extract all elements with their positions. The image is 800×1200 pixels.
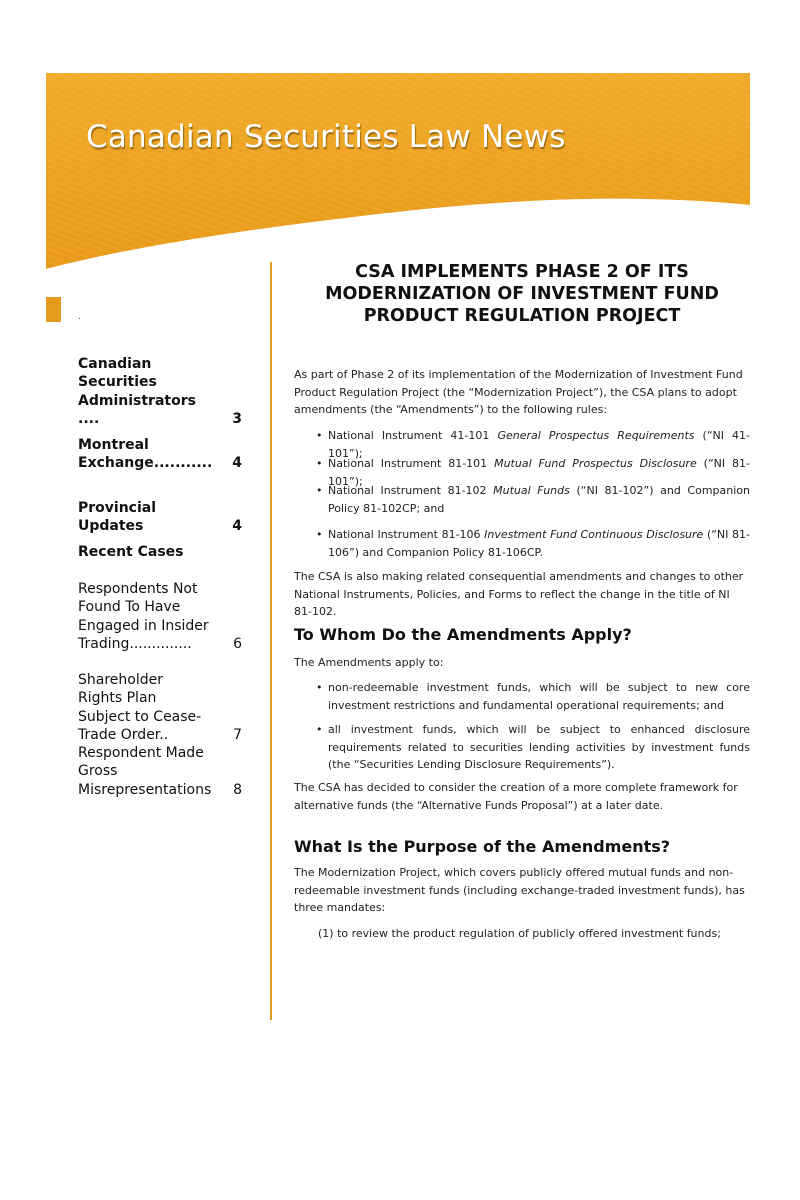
rule-title: Investment Fund Continuous Disclosure: [484, 528, 704, 541]
toc-page: 6: [233, 636, 242, 653]
toc-section-recent-cases: Recent Cases: [78, 544, 184, 560]
sidebar-dot: .: [78, 312, 81, 322]
banner-background: [46, 73, 750, 273]
item-text: non-redeemable investment funds, which will be subject to new core investment restrictions and fundamental operational requirements; and: [328, 681, 750, 712]
toc-title: Provincial Updates: [78, 500, 157, 535]
sidebar-accent-block: [46, 297, 61, 322]
toc-entry-csa[interactable]: [78, 355, 244, 429]
toc-page: 3: [232, 411, 242, 428]
rule-title: Mutual Fund Prospectus Disclosure: [494, 457, 697, 470]
item-text: all investment funds, which will be subject to enhanced disclosure requirements related to securities lending activities by investment funds (the “Securities Lending Disclosure Requirements”).: [328, 723, 750, 771]
bullet-icon: •: [316, 528, 323, 541]
toc-entry-provincial-updates[interactable]: [78, 499, 244, 536]
publication-title: Canadian Securities Law News: [86, 119, 566, 155]
bullet-icon: •: [316, 429, 323, 442]
rule-item: [316, 526, 750, 561]
rule-suffix: (“NI 81-101”);: [328, 457, 751, 488]
column-divider: [270, 262, 272, 1020]
rule-suffix: (“NI 81-106”) and Companion Policy 81-106CP.: [328, 528, 750, 559]
rule-prefix: National Instrument 81-101: [328, 457, 495, 470]
applicability-lead: The Amendments apply to:: [294, 656, 444, 669]
rule-prefix: National Instrument 81-106: [328, 528, 485, 541]
toc-title: Respondent Made Gross Misrepresentations: [78, 745, 212, 798]
rule-prefix: National Instrument 81-102: [328, 484, 494, 497]
toc-title: Respondents Not Found To Have Engaged in Insider Trading..............: [78, 581, 209, 653]
consequential-paragraph: The CSA is also making related consequential amendments and changes to other National Instruments, Policies, and Forms to reflect the change in the title of NI 81-102.: [294, 570, 744, 618]
section-heading-purpose: What Is the Purpose of the Amendments?: [294, 837, 671, 856]
masthead-banner: [46, 73, 750, 273]
rule-prefix: National Instrument 41-101: [328, 429, 498, 442]
rule-title: General Prospectus Requirements: [497, 429, 695, 442]
bullet-icon: •: [316, 723, 323, 736]
toc-page: 7: [233, 727, 242, 744]
mandate-item: (1) to review the product regulation of publicly offered investment funds;: [318, 927, 721, 940]
toc-title: Canadian Securities Administrators ....: [78, 356, 196, 428]
rule-title: Mutual Funds: [493, 484, 570, 497]
toc-entry-insider-trading[interactable]: [78, 580, 244, 654]
bullet-icon: •: [316, 484, 323, 497]
purpose-paragraph: The Modernization Project, which covers publicly offered mutual funds and non-redeemable investment funds (including exchange-traded investment funds), has three mandates:: [294, 866, 745, 914]
toc-page: 4: [232, 455, 242, 472]
article-headline: CSA IMPLEMENTS PHASE 2 OF ITS MODERNIZATION OF INVESTMENT FUND PRODUCT REGULATION PROJECT: [325, 262, 719, 326]
alternative-funds-paragraph: The CSA has decided to consider the creation of a more complete framework for alternative funds (the “Alternative Funds Proposal”) at a later date.: [294, 781, 738, 812]
intro-paragraph: As part of Phase 2 of its implementation of the Modernization of Investment Fund Product Regulation Project (the “Modernization Project”), the CSA plans to adopt amendments (the “Amendments”) to the following rules:: [294, 368, 743, 416]
toc-page: 8: [233, 781, 242, 798]
rule-item: [316, 482, 750, 517]
rule-suffix: (“NI 81-102”) and Companion Policy 81-102CP; and: [328, 484, 750, 515]
toc-entry-rights-plan[interactable]: [78, 671, 244, 745]
toc-entry-misrepresentations[interactable]: [78, 744, 244, 799]
toc-entry-montreal-exchange[interactable]: [78, 436, 244, 473]
applicability-item: [316, 721, 750, 774]
toc-title: Montreal Exchange...........: [78, 437, 213, 472]
bullet-icon: •: [316, 681, 323, 694]
rule-suffix: (“NI 41-101”);: [328, 429, 750, 460]
applicability-item: [316, 679, 750, 714]
toc-title: Shareholder Rights Plan Subject to Cease-Trade Order..: [78, 672, 202, 744]
section-heading-applicability: To Whom Do the Amendments Apply?: [294, 625, 632, 644]
bullet-icon: •: [316, 457, 323, 470]
toc-page: 4: [232, 518, 242, 535]
